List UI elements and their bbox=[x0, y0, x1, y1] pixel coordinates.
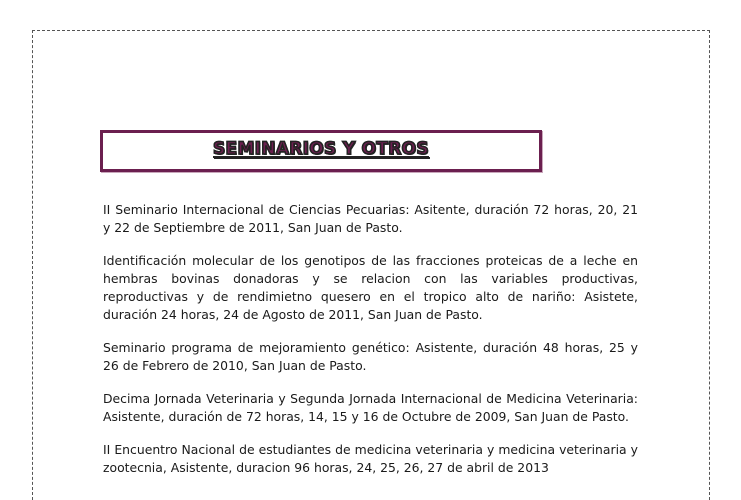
section-title-box bbox=[100, 130, 542, 172]
section-title: SEMINARIOS Y OTROS bbox=[213, 139, 429, 159]
seminar-entry: Identificación molecular de los genotipos de las fracciones proteicas de a leche en hembras bovinas donadoras y se relacion con las variables productivas, reproductivas y de rendimietno quesero en el tropico alto de nariño: Asistete, duración 24 horas, 24 de Agosto de 2011, San Juan de Pasto. bbox=[103, 253, 638, 322]
seminar-entry: Decima Jornada Veterinaria y Segunda Jornada Internacional de Medicina Veterinaria: Asistente, duración de 72 horas, 14, 15 y 16 de Octubre de 2009, San Juan de Pasto. bbox=[103, 391, 638, 424]
seminar-entry: II Encuentro Nacional de estudiantes de medicina veterinaria y medicina veterinaria y zootecnia, Asistente, duracion 96 horas, 24, 25, 26, 27 de abril de 2013 bbox=[103, 442, 638, 475]
seminar-entry: Seminario programa de mejoramiento genético: Asistente, duración 48 horas, 25 y 26 de Febrero de 2010, San Juan de Pasto. bbox=[103, 340, 638, 373]
seminar-list bbox=[103, 201, 638, 492]
seminar-entry: II Seminario Internacional de Ciencias Pecuarias: Asitente, duración 72 horas, 20, 21 y 22 de Septiembre de 2011, San Juan de Pasto. bbox=[103, 202, 638, 235]
